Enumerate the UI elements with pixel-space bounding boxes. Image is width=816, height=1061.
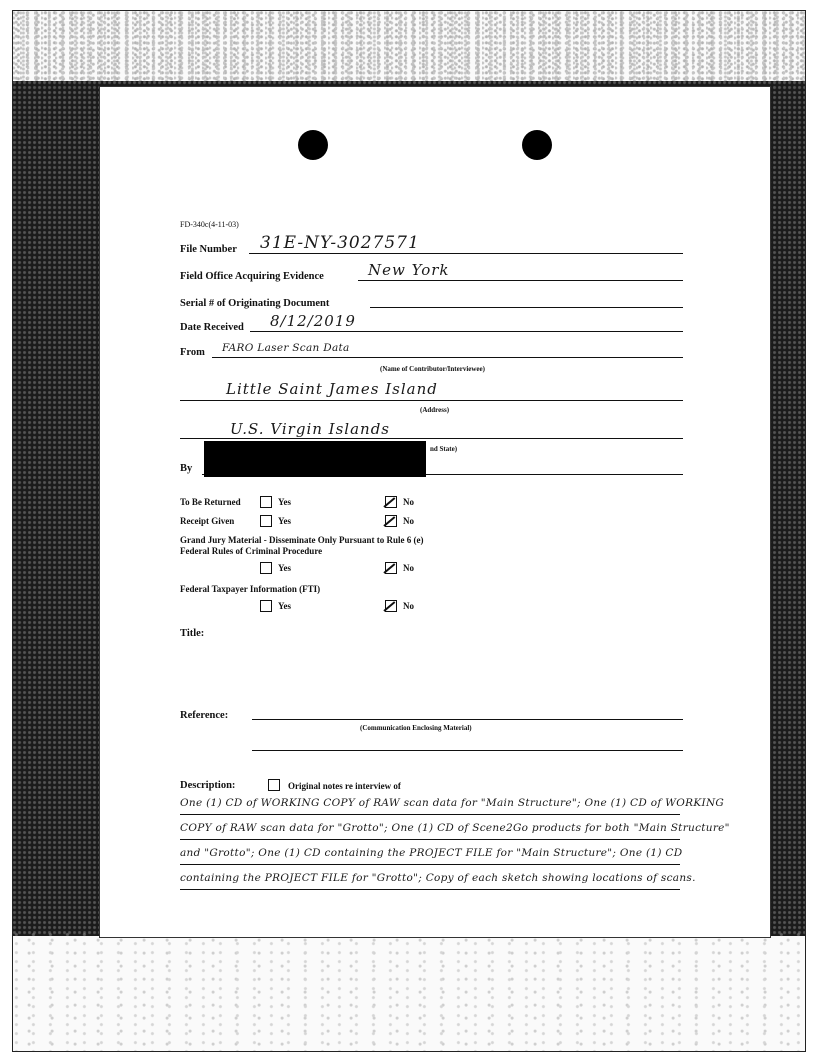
field-office-line <box>358 280 683 281</box>
grand-jury-yes-checkbox[interactable] <box>260 562 272 574</box>
description-rule-2 <box>180 839 680 840</box>
address-line <box>180 400 683 401</box>
serial-label: Serial # of Originating Document <box>180 298 330 309</box>
yes-option-label: Yes <box>278 497 291 507</box>
scan-noise-top <box>13 11 805 81</box>
description-rule-3 <box>180 864 680 865</box>
field-office-value: New York <box>368 261 450 279</box>
reference-line <box>252 719 683 720</box>
yes-option-label: Yes <box>278 516 291 526</box>
description-line-2: COPY of RAW scan data for "Grotto"; One (1) CD of Scene2Go products for both "Main Structure" <box>180 822 730 834</box>
punch-hole-left <box>298 130 328 160</box>
fti-label: Federal Taxpayer Information (FTI) <box>180 584 321 594</box>
no-option-label: No <box>403 601 414 611</box>
no-option-label: No <box>403 563 414 573</box>
field-office-label: Field Office Acquiring Evidence <box>180 271 324 282</box>
yes-option-label: Yes <box>278 601 291 611</box>
no-option-label: No <box>403 516 414 526</box>
original-notes-checkbox[interactable] <box>268 779 280 791</box>
date-received-label: Date Received <box>180 322 244 333</box>
yes-option-label: Yes <box>278 563 291 573</box>
to-be-returned-label: To Be Returned <box>180 497 241 507</box>
contributor-caption: (Name of Contributor/Interviewee) <box>380 365 485 373</box>
check-mark-icon <box>383 601 395 612</box>
file-number-label: File Number <box>180 244 237 255</box>
evidence-form <box>99 86 771 938</box>
description-line-4: containing the PROJECT FILE for "Grotto"; Copy of each sketch showing locations of scans. <box>180 872 696 884</box>
scan-noise-bottom <box>13 931 805 1051</box>
description-rule-1 <box>180 814 680 815</box>
address-value: Little Saint James Island <box>226 380 438 398</box>
to-be-returned-yes-checkbox[interactable] <box>260 496 272 508</box>
receipt-given-no-checkbox[interactable] <box>385 515 397 527</box>
check-mark-icon <box>383 516 395 527</box>
reference-label: Reference: <box>180 710 229 721</box>
title-label: Title: <box>180 628 205 639</box>
description-line-1: One (1) CD of WORKING COPY of RAW scan data for "Main Structure"; One (1) CD of WORKING <box>180 797 725 809</box>
city-state-caption: nd State) <box>430 445 458 453</box>
description-line-3: and "Grotto"; One (1) CD containing the PROJECT FILE for "Main Structure"; One (1) CD <box>180 847 683 859</box>
grand-jury-no-checkbox[interactable] <box>385 562 397 574</box>
reference-caption: (Communication Enclosing Material) <box>360 724 472 732</box>
description-label: Description: <box>180 780 236 791</box>
punch-hole-right <box>522 130 552 160</box>
fti-yes-checkbox[interactable] <box>260 600 272 612</box>
reference-line-2 <box>252 750 683 751</box>
date-received-line <box>250 331 683 332</box>
to-be-returned-no-checkbox[interactable] <box>385 496 397 508</box>
from-line <box>212 357 683 358</box>
original-notes-label: Original notes re interview of <box>288 781 401 791</box>
fti-no-checkbox[interactable] <box>385 600 397 612</box>
date-received-value: 8/12/2019 <box>270 312 356 330</box>
federal-rules-label: Federal Rules of Criminal Procedure <box>180 546 323 556</box>
serial-line <box>370 307 683 308</box>
by-label: By <box>180 463 193 474</box>
city-state-line <box>180 438 683 439</box>
file-number-value: 31E-NY-3027571 <box>260 233 420 253</box>
grand-jury-label: Grand Jury Material - Disseminate Only Pursuant to Rule 6 (e) <box>180 535 424 545</box>
receipt-given-yes-checkbox[interactable] <box>260 515 272 527</box>
check-mark-icon <box>383 563 395 574</box>
redaction-block <box>204 441 426 477</box>
scanned-page <box>12 10 806 1052</box>
check-mark-icon <box>383 497 395 508</box>
receipt-given-label: Receipt Given <box>180 516 235 526</box>
from-value: FARO Laser Scan Data <box>222 342 350 354</box>
from-label: From <box>180 347 205 358</box>
no-option-label: No <box>403 497 414 507</box>
description-rule-4 <box>180 889 680 890</box>
city-state-value: U.S. Virgin Islands <box>230 420 390 438</box>
form-code: FD-340c(4-11-03) <box>180 220 239 229</box>
address-caption: (Address) <box>420 406 450 414</box>
file-number-line <box>249 253 683 254</box>
